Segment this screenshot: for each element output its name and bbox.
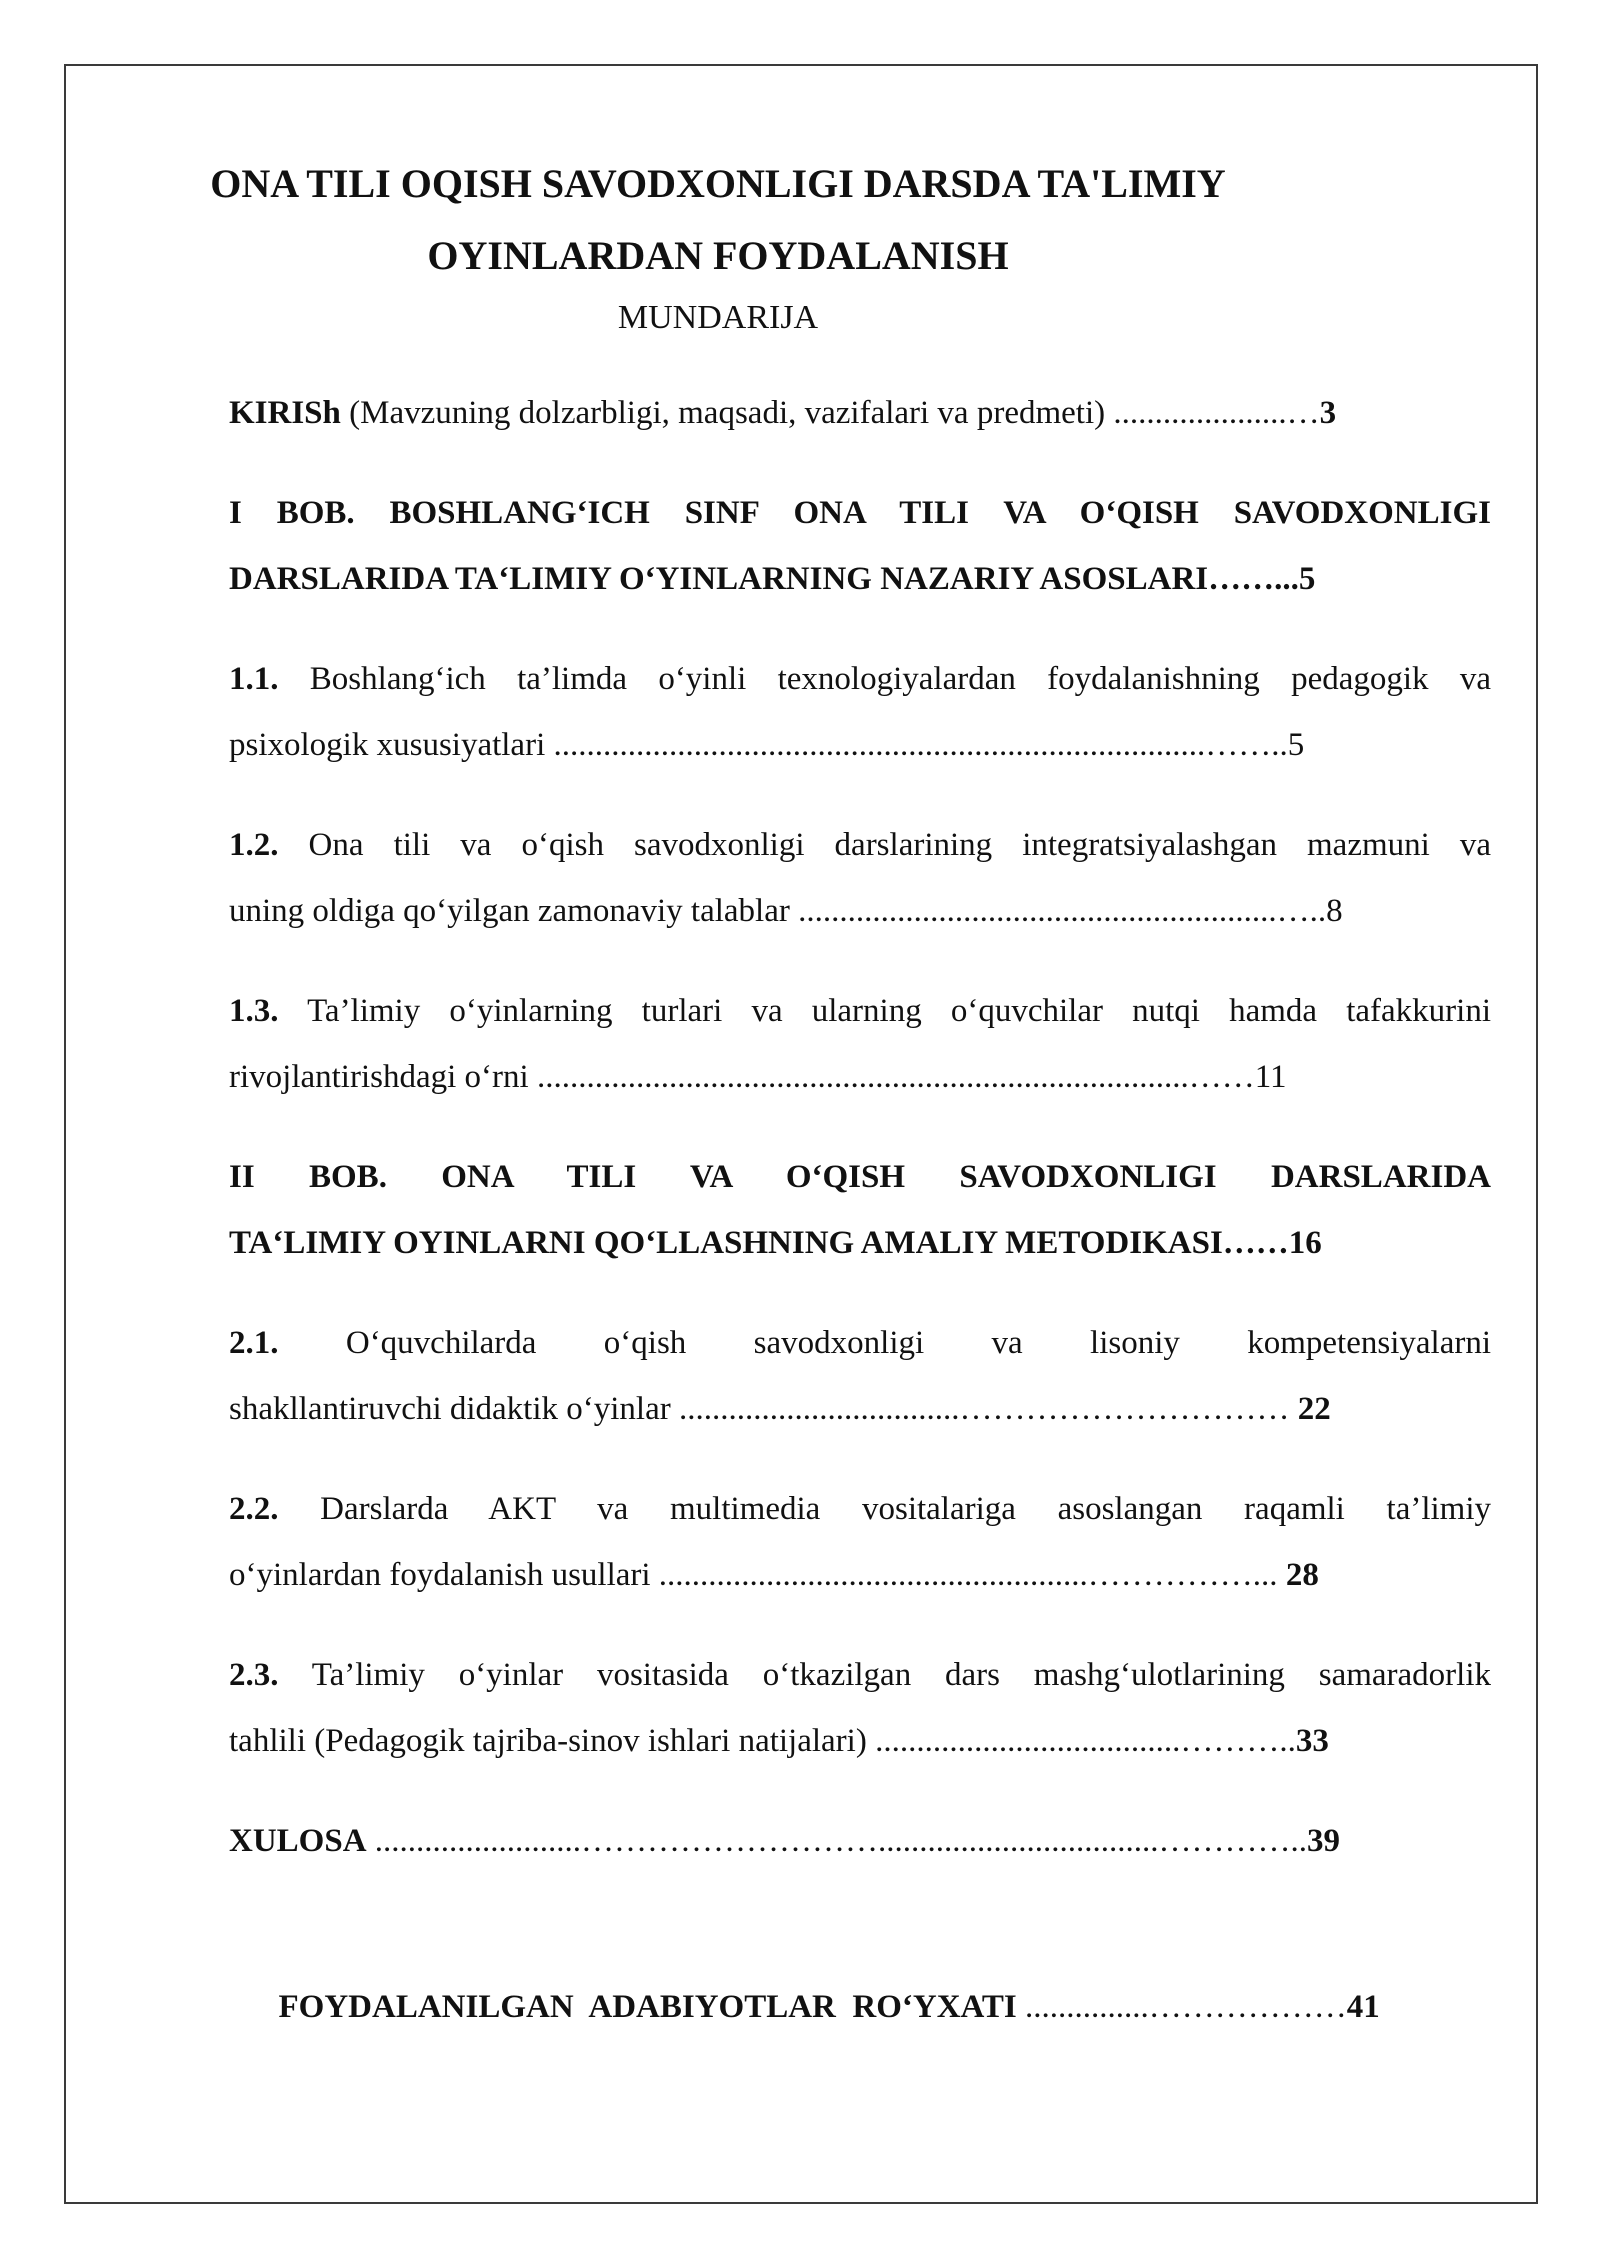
toc-section-2-1-text: shakllantiruvchi didaktik o‘yinlar ..................................………………………… [229, 1391, 1298, 1427]
toc-section-2-1-page: 22 [1297, 1391, 1331, 1427]
toc-section-2-3-line-2 [229, 1708, 1491, 1774]
toc-section-1-3-page: 11 [1254, 1059, 1287, 1095]
toc-chapter-1-page: 5 [1298, 561, 1316, 597]
toc-section-2-3-line-1 [229, 1642, 1491, 1708]
toc-chapter-2[interactable] [229, 1144, 1491, 1276]
toc-intro-page: 3 [1319, 395, 1337, 431]
toc-section-1-1[interactable] [229, 646, 1491, 778]
toc-section-1-2-number: 1.2. [229, 827, 279, 863]
toc-section-1-1-page: 5 [1287, 727, 1305, 763]
toc-section-2-3-number: 2.3. [229, 1657, 279, 1693]
toc-section-1-2-page: 8 [1326, 893, 1343, 929]
toc-section-2-1-title: O‘quvchilarda o‘qish savodxonligi va lisoniy kompetensiyalarni [345, 1325, 1491, 1361]
toc-item-conclusion[interactable] [229, 1808, 1491, 1874]
toc-section-1-3-number: 1.3. [229, 993, 279, 1029]
toc-section-2-1-line-2 [229, 1376, 1491, 1442]
title-line-1: ONA TILI OQISH SAVODXONLIGI DARSDA TA'LIMIY [210, 161, 1226, 206]
toc-section-2-1-number: 2.1. [229, 1325, 279, 1361]
toc-section-1-2-line-2 [229, 878, 1491, 944]
toc-section-2-3-title: Ta’limiy o‘yinlar vositasida o‘tkazilgan dars mashg‘ulotlarining samaradorlik [311, 1657, 1491, 1693]
toc-section-2-1[interactable] [229, 1310, 1491, 1442]
toc-heading: MUNDARIJA [617, 299, 819, 336]
toc-section-1-1-text: psixologik xususiyatlari ...............................................................................…….. [229, 727, 1288, 763]
toc-section-1-2-text: uning oldiga qo‘yilgan zamonaviy talablar ..........................................................….. [229, 893, 1327, 929]
toc-intro-text: (Mavzuning dolzarbligi, maqsadi, vazifalari va predmeti) .....................… [349, 395, 1320, 431]
document-title [210, 148, 1491, 292]
toc-section-2-1-line-1 [229, 1310, 1491, 1376]
toc-section-2-3-page: 33 [1295, 1723, 1329, 1759]
toc-section-1-2-line-1 [229, 812, 1491, 878]
toc-chapter-1[interactable] [229, 480, 1491, 612]
toc-chapter-1-text: DARSLARIDA TA‘LIMIY O‘YINLARNING NAZARIY ASOSLARI……... [229, 561, 1299, 597]
toc-section-1-1-line-1 [229, 646, 1491, 712]
toc-section-1-1-title: Boshlang‘ich ta’limda o‘yinli texnologiyalardan foydalanishning pedagogik va [309, 661, 1491, 697]
toc-section-2-3[interactable] [229, 1642, 1491, 1774]
toc-chapter-2-line-1: II BOB. ONA TILI VA O‘QISH SAVODXONLIGI DARSLARIDA [229, 1159, 1491, 1195]
toc-chapter-2-page: 16 [1288, 1225, 1322, 1261]
page-content [210, 148, 1492, 2106]
toc-section-2-2[interactable] [229, 1476, 1491, 1608]
toc-references-text: ...............……………… [1016, 1989, 1347, 2025]
toc-chapter-1-line-1: I BOB. BOSHLANG‘ICH SINF ONA TILI VA O‘QISH SAVODXONLIGI [229, 495, 1491, 531]
toc-section-1-2-title: Ona tili va o‘qish savodxonligi darslarining integratsiyalashgan mazmuni va [308, 827, 1491, 863]
toc-conclusion-page: 39 [1307, 1823, 1341, 1859]
toc-conclusion-label: XULOSA [229, 1823, 367, 1859]
toc-intro-label: KIRISh [229, 395, 341, 431]
toc-section-2-2-line-2 [229, 1542, 1491, 1608]
toc-item-references[interactable] [229, 1908, 1491, 2106]
toc-section-1-3-line-1 [229, 978, 1491, 1044]
toc-chapter-1-line-2 [229, 546, 1491, 612]
toc-section-1-1-number: 1.1. [229, 661, 279, 697]
toc-conclusion-text: .........................………………………..................................………….. [366, 1823, 1308, 1859]
toc-item-intro[interactable] [229, 380, 1491, 446]
toc-chapter-2-text: TA‘LIMIY OYINLARNI QO‘LLASHNING AMALIY METODIKASI…… [229, 1225, 1289, 1261]
toc-section-2-2-number: 2.2. [229, 1491, 279, 1527]
toc-chapter-2-line-2 [229, 1210, 1491, 1276]
toc-section-2-2-page: 28 [1285, 1557, 1319, 1593]
toc-section-2-2-title: Darslarda AKT va multimedia vositalariga asoslangan raqamli ta’limiy [320, 1491, 1491, 1527]
toc-references-page: 41 [1346, 1989, 1380, 2025]
toc-section-1-3-line-2 [229, 1044, 1491, 1110]
toc-section-1-3[interactable] [229, 978, 1491, 1110]
toc-section-2-2-text: o‘yinlardan foydalanish usullari ....................................................……………... [229, 1557, 1286, 1593]
toc-section-1-2[interactable] [229, 812, 1491, 944]
toc-section-2-2-line-1 [229, 1476, 1491, 1542]
toc-section-2-3-text: tahlili (Pedagogik tajriba-sinov ishlari natijalari) .....................................……….. [229, 1723, 1296, 1759]
toc-references-label: FOYDALANILGAN ADABIYOTLAR RO‘YXATI [278, 1989, 1017, 2025]
toc-section-1-3-text: rivojlantirishdagi o‘rni ...............................................................................…… [229, 1059, 1255, 1095]
title-line-2: OYINLARDAN FOYDALANISH [427, 233, 1009, 278]
toc-section-1-3-title: Ta’limiy o‘yinlarning turlari va ularning o‘quvchilar nutqi hamda tafakkurini [307, 993, 1492, 1029]
toc-section-1-1-line-2 [229, 712, 1491, 778]
